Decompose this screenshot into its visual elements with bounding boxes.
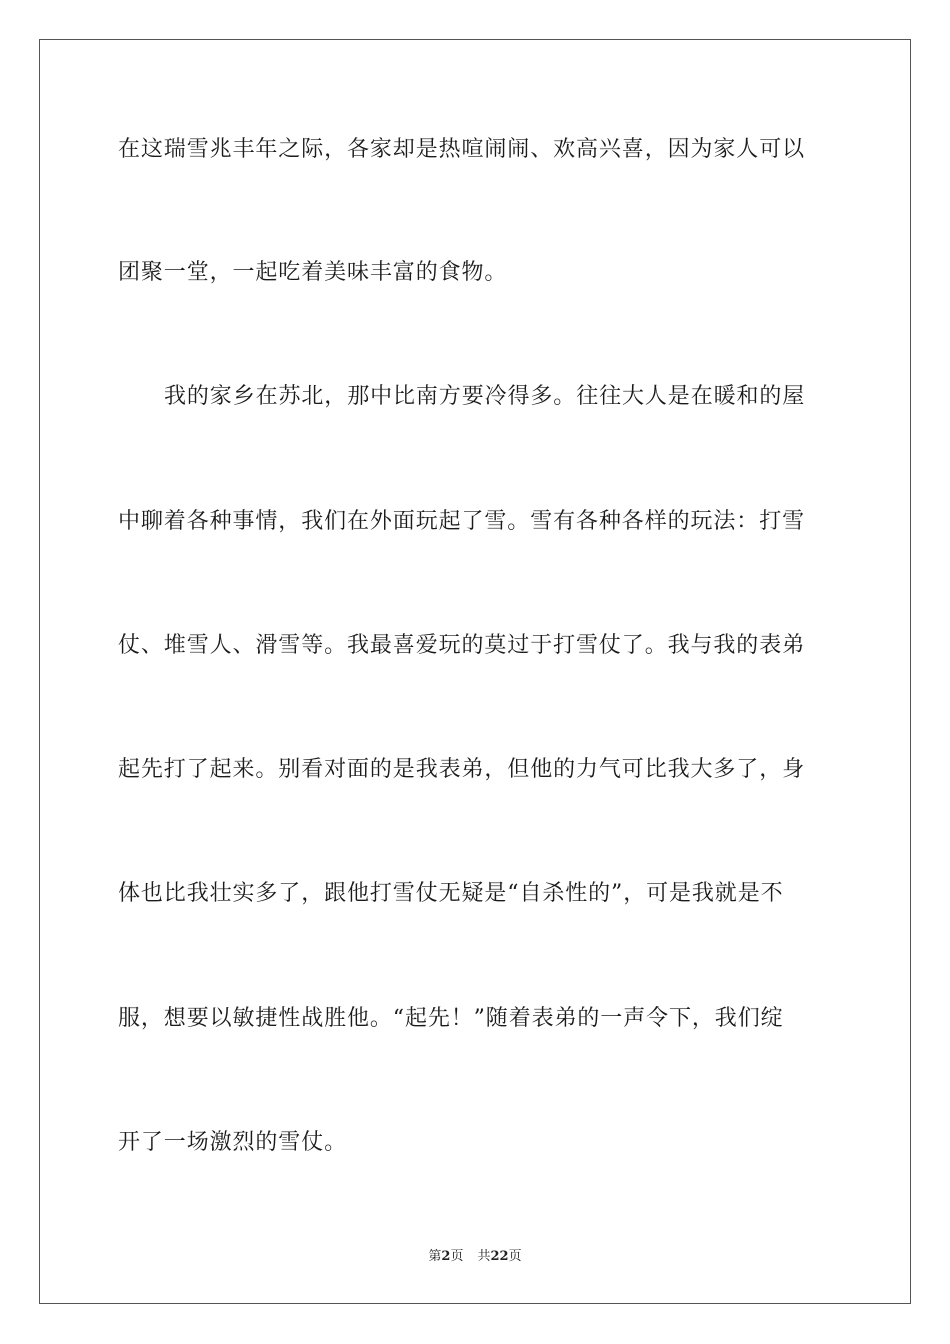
paragraph-line-8: 服，想要以敏捷性战胜他。“起先！”随着表弟的一声令下，我们绽 <box>118 1006 784 1031</box>
paragraph-line-3: 我的家乡在苏北，那中比南方要冷得多。往往大人是在暖和的屋 <box>164 384 806 409</box>
paragraph-line-6: 起先打了起来。别看对面的是我表弟，但他的力气可比我大多了，身 <box>118 757 806 782</box>
total-prefix: 共 <box>477 1249 491 1264</box>
paragraph-line-2: 团聚一堂，一起吃着美味丰富的食物。 <box>118 260 508 285</box>
paragraph-line-7: 体也比我壮实多了，跟他打雪仗无疑是“自杀性的”，可是我就是不 <box>118 881 784 906</box>
page-border <box>39 39 911 1304</box>
paragraph-line-1: 在这瑞雪兆丰年之际，各家却是热喧闹闹、欢高兴喜，因为家人可以 <box>118 137 806 162</box>
paragraph-line-9: 开了一场激烈的雪仗。 <box>118 1130 348 1155</box>
page-footer <box>0 1248 950 1266</box>
paragraph-line-5: 仗、堆雪人、滑雪等。我最喜爱玩的莫过于打雪仗了。我与我的表弟 <box>118 633 806 658</box>
total-suffix: 页 <box>508 1249 522 1264</box>
total-pages: 22 <box>490 1249 509 1264</box>
paragraph-line-4: 中聊着各种事情，我们在外面玩起了雪。雪有各种各样的玩法：打雪 <box>118 509 806 534</box>
page-suffix: 页 <box>450 1249 464 1264</box>
page-number: 2 <box>441 1249 451 1264</box>
page-prefix: 第 <box>428 1249 442 1264</box>
